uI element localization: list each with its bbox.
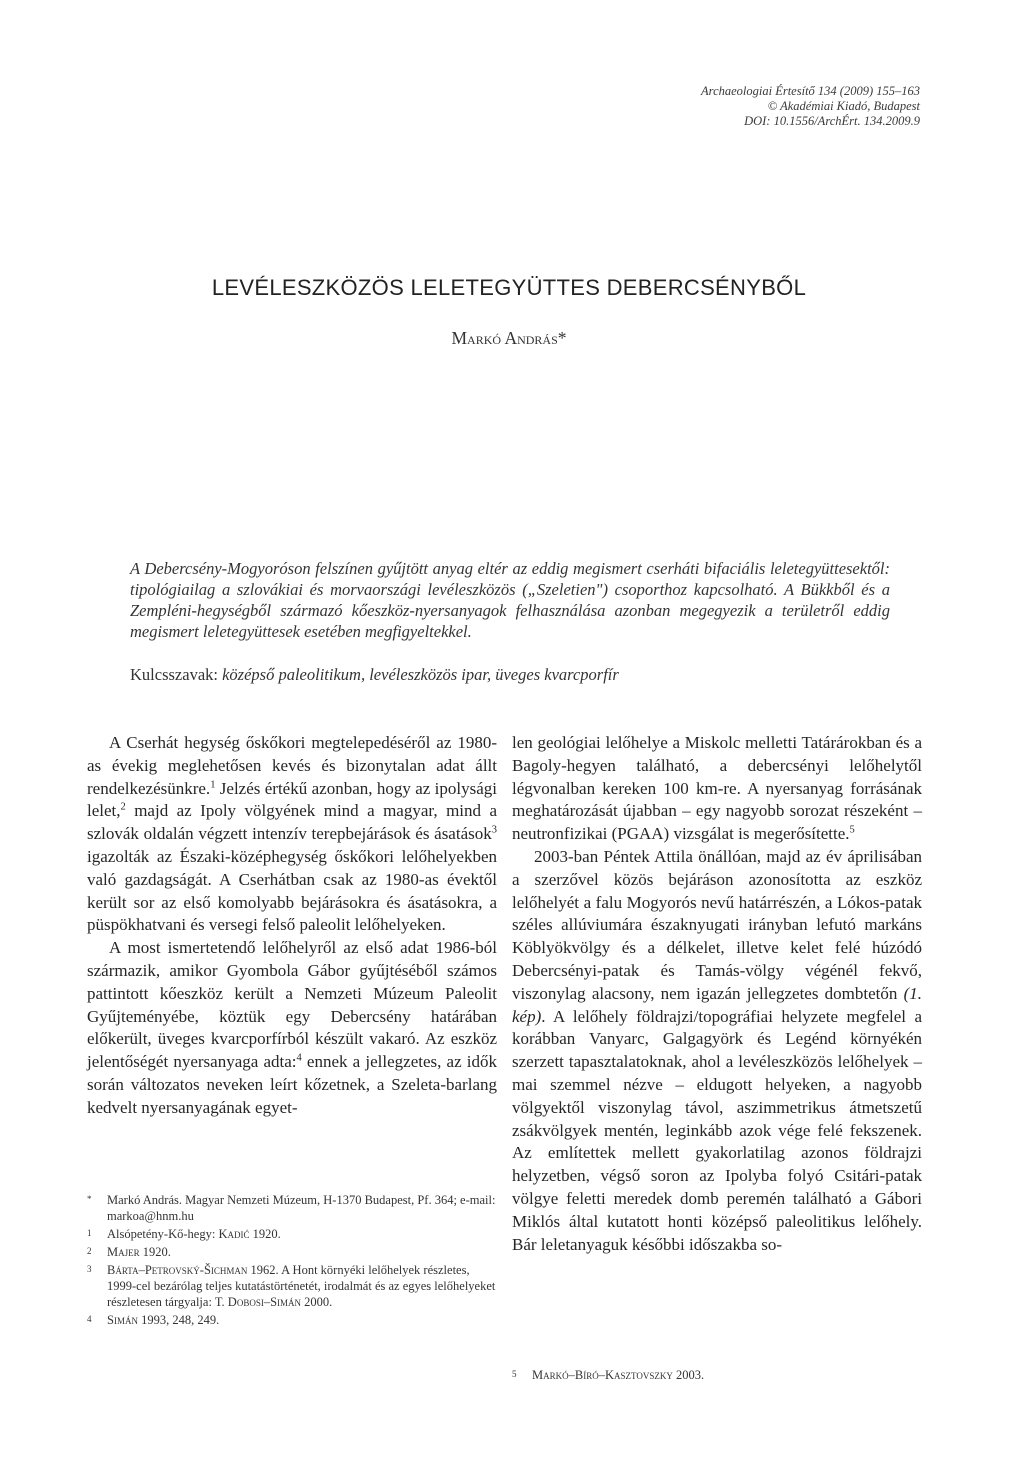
footnote-text: 2003. [672,1368,705,1382]
cited-author: Dobosi–Simán [227,1295,302,1309]
body-column-left [87,732,497,1120]
footnote-text: 1962. A Hont környéki lelőhelyek részletes, 1999-cel bezárólag teljes kutatástörténetét, irodalmát és az egyes lelőhelyeket részletesen tárgyalja: T. [107,1263,496,1309]
footnote [87,1226,497,1242]
cited-author: Markó–Bíró–Kasztovszky [532,1368,673,1382]
journal-citation: Archaeologiai Értesítő 134 (2009) 155–163 [701,84,920,98]
cited-author: Kadić [218,1227,250,1241]
footnote-text: 2000. [301,1295,333,1309]
footnote-text: Markó András. Magyar Nemzeti Múzeum, H-1370 Budapest, Pf. 364; e-mail: markoa@hnm.hu [107,1193,496,1223]
footnote [87,1312,497,1328]
footnote-ref[interactable]: 2 [120,801,126,813]
footnote-number: 1 [87,1228,92,1238]
body-column-right [512,732,922,1256]
footnote [512,1367,922,1383]
body-text: 2003-ban Péntek Attila önállóan, majd az év áprilisában a szerzővel közös bejáráson azonosította az eszköz lelőhelyét a falu Mogyorós nevű határrészén, a Lókos-patak széles allúviumára északnyugati irányban lefutó markáns Köblyökvölgy és a délkelet, illetve kelet felé húzódó Debercsényi-patak és Tamás-völgy végénél fekvő, viszonylag alacsony, nem igazán jellegzetes dombtetőn [512,846,922,1003]
footnote [87,1192,497,1224]
footnotes-left [87,1192,497,1330]
cited-author: Simán [107,1313,138,1327]
body-text: A Cserhát hegység őskőkori megtelepedéséről az 1980-as évekig meglehetősen kevés és bizonytalan adat állt rendelkezésünkre. [87,733,497,798]
body-text: Jelzés értékű azonban, hogy az ipolysági lelet, [87,778,497,821]
footnote-text: 1920. [249,1227,281,1241]
cited-author: Majer [107,1245,140,1259]
footnotes-right [512,1367,922,1385]
body-text: . A lelőhely földrajzi/topográfiai helyzete megfelel a korábban Vanyarc, Galgagyörk és Legénd környékén szerzett tapasztalatoknak, ahol a levéleszközös lelőhelyek – mai szemmel nézve – eldugott helyeken, a nagyobb völgyektől viszonylag távol, aszimmetrikus átmetszetű zsákvölgyek mentén, leginkább azok vége felé fekszenek. Az említettek mellett gyakorlatilag azonos földrajzi helyzetben, végső soron az Ipolyba folyó Csitári-patak völgye feletti meredek domb peremén található a Gábori Miklós által kutatott honti középső paleolitikus lelőhely. Bár leletanyaguk későbbi időszakba so- [512,1006,922,1254]
footnote-number: 2 [87,1246,92,1256]
footnote-number: 4 [87,1314,92,1324]
footnote [87,1262,497,1310]
body-text: ennek a jellegzetes, az idők során változatos neveken leírt kőzetnek, a Szeleta-barlang kedvelt nyersanyagának egyet- [87,1052,498,1117]
footnote-number: * [87,1194,92,1204]
keywords-values: középső paleolitikum, levéleszközös ipar, üveges kvarcporfír [222,665,619,684]
article-author: Markó András* [451,328,567,348]
footnote-text: 1920. [139,1245,171,1259]
article-title: LEVÉLESZKÖZÖS LELETEGYÜTTES DEBERCSÉNYBŐL [211,275,807,300]
body-text: len geológiai lelőhelye a Miskolc melletti Tatárárokban és a Bagoly-hegyen található, a debercsényi lelőhelytől légvonalban kereken 100 km-re. A nyersanyag forrásának meghatározását újabban – egy nagyobb sorozat részeként – neutronfizikai (PGAA) vizsgálat is megerősítette. [512,733,922,844]
footnote-text: Alsópetény-Kő-hegy: [107,1227,219,1241]
footnote-ref[interactable]: 5 [849,824,855,836]
publisher-line: © Akadémiai Kiadó, Budapest [767,99,920,113]
figure-reference[interactable]: (1. kép) [512,983,922,1026]
body-paragraph [87,937,497,1119]
body-paragraph [512,732,922,846]
cited-author: Bárta–Petrovský-Šichman [107,1263,248,1277]
footnote-ref[interactable]: 1 [210,778,216,790]
body-text: A most ismertetendő lelőhelyről az első adat 1986-ból származik, amikor Gyombola Gábor gyűjtéséből számos pattintott kőeszköz került a Nemzeti Múzeum Paleolit Gyűjteményébe, köztük egy Debercsény határában előkerült, üveges kvarcporfírból készült vakaró. Az eszköz jelentőségét nyersanyaga adta: [87,938,497,1072]
footnote [87,1244,497,1260]
footnote-ref[interactable]: 4 [296,1052,302,1064]
doi-line: DOI: 10.1556/ArchÉrt. 134.2009.9 [744,114,920,128]
keywords [130,664,890,685]
body-text: igazolták az Északi-középhegység őskőkori lelőhelyekben való gazdagságát. A Cserhátban csak az 1980-as évektől került sor az első komolyabb bejárásokra és ásatásokra, a püspökhatvani és versegi felső paleolit lelőhelyeken. [87,846,497,935]
footnote-text: 1993, 248, 249. [137,1313,220,1327]
body-text: majd az Ipoly völgyének mind a magyar, mind a szlovák oldalán végzett intenzív terepbejárások és ásatások [87,801,497,844]
body-paragraph [512,846,922,1256]
body-paragraph [87,732,497,937]
footnote-number: 5 [512,1369,517,1379]
abstract: A Debercsény-Mogyoróson felszínen gyűjtött anyag eltér az eddig megismert cserháti bifaciális leletegyüttesektől: tipológiailag a szlovákiai és morvaországi levéleszközös („Szeletien") csoporthoz kapcsolható. A Bükkből és a Zempléni-hegységből származó kőeszköz-nyersanyagok felhasználása azonban megegyezik a területről eddig megismert leletegyüttesek esetében megfigyeltekkel. [130,559,890,641]
footnote-ref[interactable]: 3 [491,824,497,836]
keywords-label: Kulcsszavak: [130,665,218,684]
footnote-number: 3 [87,1264,92,1274]
journal-header [701,84,920,129]
